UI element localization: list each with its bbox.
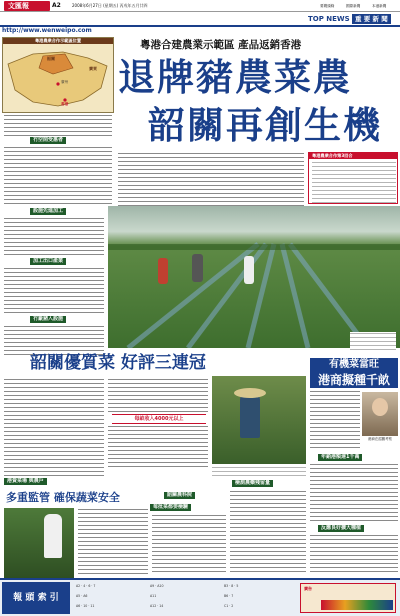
subhead-big: 韶關優質菜 好評三連冠 xyxy=(30,353,206,373)
index-cell-0-2[interactable]: B3 · 8 · 5 xyxy=(224,584,239,588)
quote-box: 每畝收入4000元以上 xyxy=(112,414,206,424)
index-ad[interactable] xyxy=(300,583,396,613)
left-subhead-4: 冇廠豬入設施 xyxy=(30,316,66,323)
worker-figure xyxy=(240,394,260,438)
farmer-figure-3 xyxy=(244,256,254,284)
index-bar xyxy=(0,578,400,616)
left-body-2 xyxy=(4,146,112,206)
map-title: 粵港農業合作示範區位置 xyxy=(3,38,113,44)
photo-caption xyxy=(350,332,396,352)
red-box-body xyxy=(312,161,396,203)
map-shape xyxy=(3,44,113,112)
section-bar xyxy=(0,13,400,25)
ad-color-strip xyxy=(321,600,393,610)
map-label-guangzhou: 廣州 xyxy=(61,80,69,84)
lower-headline: 多重監管 確保蔬菜安全 xyxy=(6,491,120,504)
index-cell-2-1[interactable]: A12 · 14 xyxy=(150,604,164,608)
left-body-5 xyxy=(4,325,104,355)
index-cell-1-1[interactable]: A11 xyxy=(150,594,157,598)
center-subhead: 韶關農科院 xyxy=(164,492,195,499)
vegetable-photo-caption xyxy=(212,466,306,478)
top-link-3[interactable]: 本港新聞 xyxy=(372,4,387,8)
masthead xyxy=(0,0,400,12)
index-cell-2-2[interactable]: C1 · 2 xyxy=(224,604,234,608)
headline-2: 韶關再創生機 xyxy=(148,103,382,147)
portrait-head xyxy=(372,398,388,416)
top-link-1[interactable]: 要聞頭條 xyxy=(320,4,335,8)
site-url[interactable]: http://www.wenweipo.com xyxy=(2,27,92,34)
red-box xyxy=(308,152,398,204)
left-subhead-1: 冇空閒受惠者 xyxy=(30,137,66,144)
index-cell-0-1[interactable]: A9 · A10 xyxy=(150,584,164,588)
lower-col-2 xyxy=(108,378,208,412)
left-subhead-3: 加工出口產業 xyxy=(30,258,66,265)
red-box-label: 粵港農業合作第3回合 xyxy=(309,153,397,159)
kicker: 粵港合建農業示範區 產品返銷香港 xyxy=(140,39,302,51)
index-cell-0-0[interactable]: A2 · 4 · 6 · 7 xyxy=(76,584,96,588)
index-cell-2-0[interactable]: A6 · 10 · 11 xyxy=(76,604,95,608)
index-ad-label: 廣告 xyxy=(304,586,312,591)
left-body-1 xyxy=(4,114,112,136)
lower-col-a xyxy=(78,508,148,574)
index-title: 報 頭 索 引 xyxy=(2,582,70,614)
section-en: TOP NEWS xyxy=(308,15,350,23)
worker-hat xyxy=(234,388,266,398)
map-label-shaoguan: 韶關 xyxy=(47,56,55,61)
left-body-4 xyxy=(4,267,104,315)
right-subhead-1: 年銷港額達1千萬 xyxy=(318,454,362,461)
right-col-body-1 xyxy=(310,390,360,450)
right-banner-top: 有機菜當旺 xyxy=(310,358,398,372)
right-portrait xyxy=(362,392,398,436)
top-link-2[interactable]: 國際新聞 xyxy=(346,4,361,8)
lower-col-1 xyxy=(4,378,104,476)
right-col-body-2 xyxy=(310,463,398,523)
right-col-body-3 xyxy=(310,534,398,574)
map-label-hongkong: 香港 xyxy=(61,102,69,106)
headline-1: 退牌豬農菜農 xyxy=(118,55,352,99)
url-bar xyxy=(0,25,400,35)
edition-info: 2008年6月27日 (星期五) 丙戌年五月廿四 xyxy=(72,3,148,8)
field-rows xyxy=(108,206,400,348)
right-portrait-caption: 港商在韶關考察 xyxy=(368,437,392,441)
lower-subhead-2: 檢測農藥殘留量 xyxy=(232,480,273,487)
lower-col-2b xyxy=(108,425,208,470)
center-body xyxy=(118,152,304,208)
lower-photo-person xyxy=(44,514,62,558)
right-subhead-2: 反應良好擴大種植 xyxy=(318,525,364,532)
page-number: A2 xyxy=(52,2,61,9)
lower-subhead-1: 每批菜都要檢驗 xyxy=(150,504,191,511)
field-photo xyxy=(108,206,400,348)
vegetable-photo xyxy=(212,376,306,464)
lower-col-b xyxy=(152,514,226,574)
left-body-3 xyxy=(4,217,104,257)
map xyxy=(2,37,114,113)
index-cell-1-0[interactable]: A5 · A6 xyxy=(76,594,88,598)
index-cell-1-2[interactable]: B6 · 7 xyxy=(224,594,234,598)
mid-subhead-1: 港資菜場 與農戶 xyxy=(4,478,47,485)
map-label-guangdong: 廣東 xyxy=(89,66,97,71)
lower-photo xyxy=(4,508,74,578)
farmer-figure-2 xyxy=(192,254,203,282)
right-banner-main: 港商擬種千畝 xyxy=(310,372,398,388)
lower-col-c xyxy=(230,490,306,574)
left-subhead-2: 設施先進加工 xyxy=(30,208,66,215)
section-zh: 重 要 新 聞 xyxy=(352,14,391,24)
farmer-figure-1 xyxy=(158,258,168,284)
logo-text: 文匯報 xyxy=(8,2,29,10)
